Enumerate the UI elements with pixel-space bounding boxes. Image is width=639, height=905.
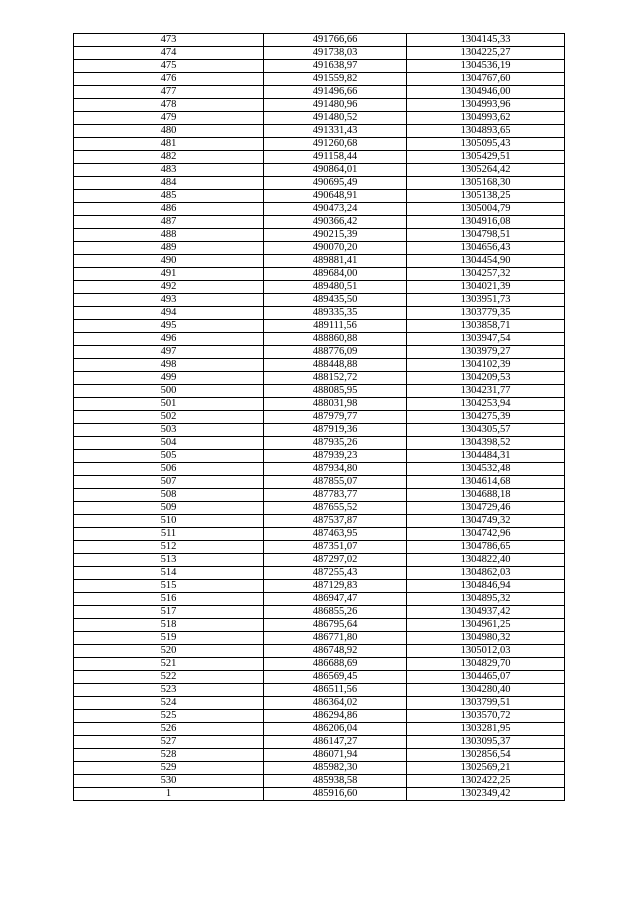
table-row (74, 554, 565, 567)
x-coordinate-cell: 486771,80 (264, 632, 407, 645)
y-coordinate-cell: 1302422,25 (407, 775, 565, 788)
point-number-cell: 480 (74, 125, 264, 138)
table-row (74, 242, 565, 255)
x-coordinate-cell: 487783,77 (264, 489, 407, 502)
point-number-cell: 479 (74, 112, 264, 125)
y-coordinate-cell: 1305004,79 (407, 203, 565, 216)
x-coordinate-cell: 489881,41 (264, 255, 407, 268)
point-number-cell: 516 (74, 593, 264, 606)
point-number-cell: 474 (74, 47, 264, 60)
y-coordinate-cell: 1304536,19 (407, 60, 565, 73)
x-coordinate-cell: 487297,02 (264, 554, 407, 567)
y-coordinate-cell: 1304993,96 (407, 99, 565, 112)
y-coordinate-cell: 1303947,54 (407, 333, 565, 346)
y-coordinate-cell: 1304209,53 (407, 372, 565, 385)
table-row (74, 697, 565, 710)
y-coordinate-cell: 1304021,39 (407, 281, 565, 294)
x-coordinate-cell: 486947,47 (264, 593, 407, 606)
x-coordinate-cell: 488448,88 (264, 359, 407, 372)
y-coordinate-cell: 1303779,35 (407, 307, 565, 320)
x-coordinate-cell: 487537,87 (264, 515, 407, 528)
table-row (74, 372, 565, 385)
y-coordinate-cell: 1304280,40 (407, 684, 565, 697)
table-row (74, 398, 565, 411)
point-number-cell: 522 (74, 671, 264, 684)
table-row (74, 463, 565, 476)
table-row (74, 736, 565, 749)
point-number-cell: 1 (74, 788, 264, 801)
point-number-cell: 489 (74, 242, 264, 255)
y-coordinate-cell: 1304145,33 (407, 34, 565, 47)
x-coordinate-cell: 486748,92 (264, 645, 407, 658)
table-row (74, 684, 565, 697)
point-number-cell: 508 (74, 489, 264, 502)
y-coordinate-cell: 1304253,94 (407, 398, 565, 411)
table-row (74, 619, 565, 632)
x-coordinate-cell: 488085,95 (264, 385, 407, 398)
point-number-cell: 530 (74, 775, 264, 788)
point-number-cell: 506 (74, 463, 264, 476)
point-number-cell: 488 (74, 229, 264, 242)
y-coordinate-cell: 1304305,57 (407, 424, 565, 437)
y-coordinate-cell: 1304846,94 (407, 580, 565, 593)
coordinates-table-body (74, 34, 565, 801)
y-coordinate-cell: 1303281,95 (407, 723, 565, 736)
table-row (74, 385, 565, 398)
table-row (74, 437, 565, 450)
y-coordinate-cell: 1303858,71 (407, 320, 565, 333)
x-coordinate-cell: 491480,52 (264, 112, 407, 125)
x-coordinate-cell: 491738,03 (264, 47, 407, 60)
point-number-cell: 492 (74, 281, 264, 294)
y-coordinate-cell: 1305168,30 (407, 177, 565, 190)
point-number-cell: 497 (74, 346, 264, 359)
point-number-cell: 518 (74, 619, 264, 632)
x-coordinate-cell: 487463,95 (264, 528, 407, 541)
x-coordinate-cell: 486364,02 (264, 697, 407, 710)
table-row (74, 268, 565, 281)
table-row (74, 450, 565, 463)
table-row (74, 411, 565, 424)
y-coordinate-cell: 1304993,62 (407, 112, 565, 125)
y-coordinate-cell: 1304275,39 (407, 411, 565, 424)
point-number-cell: 504 (74, 437, 264, 450)
y-coordinate-cell: 1304656,43 (407, 242, 565, 255)
table-row (74, 294, 565, 307)
y-coordinate-cell: 1304916,08 (407, 216, 565, 229)
point-number-cell: 485 (74, 190, 264, 203)
table-row (74, 190, 565, 203)
x-coordinate-cell: 490070,20 (264, 242, 407, 255)
point-number-cell: 482 (74, 151, 264, 164)
point-number-cell: 513 (74, 554, 264, 567)
y-coordinate-cell: 1304225,27 (407, 47, 565, 60)
table-row (74, 541, 565, 554)
table-row (74, 164, 565, 177)
y-coordinate-cell: 1304532,48 (407, 463, 565, 476)
x-coordinate-cell: 491559,82 (264, 73, 407, 86)
point-number-cell: 515 (74, 580, 264, 593)
table-row (74, 567, 565, 580)
point-number-cell: 495 (74, 320, 264, 333)
table-row (74, 749, 565, 762)
table-row (74, 99, 565, 112)
x-coordinate-cell: 485982,30 (264, 762, 407, 775)
table-row (74, 515, 565, 528)
table-row (74, 138, 565, 151)
y-coordinate-cell: 1303799,51 (407, 697, 565, 710)
point-number-cell: 476 (74, 73, 264, 86)
table-row (74, 424, 565, 437)
point-number-cell: 527 (74, 736, 264, 749)
table-row (74, 710, 565, 723)
table-row (74, 281, 565, 294)
x-coordinate-cell: 491766,66 (264, 34, 407, 47)
x-coordinate-cell: 489111,56 (264, 320, 407, 333)
y-coordinate-cell: 1304980,32 (407, 632, 565, 645)
x-coordinate-cell: 485916,60 (264, 788, 407, 801)
point-number-cell: 509 (74, 502, 264, 515)
table-row (74, 47, 565, 60)
table-row (74, 593, 565, 606)
x-coordinate-cell: 485938,58 (264, 775, 407, 788)
table-row (74, 112, 565, 125)
table-row (74, 580, 565, 593)
point-number-cell: 519 (74, 632, 264, 645)
x-coordinate-cell: 486206,04 (264, 723, 407, 736)
y-coordinate-cell: 1304767,60 (407, 73, 565, 86)
point-number-cell: 490 (74, 255, 264, 268)
table-row (74, 125, 565, 138)
point-number-cell: 486 (74, 203, 264, 216)
table-row (74, 502, 565, 515)
point-number-cell: 496 (74, 333, 264, 346)
point-number-cell: 487 (74, 216, 264, 229)
x-coordinate-cell: 486855,26 (264, 606, 407, 619)
point-number-cell: 526 (74, 723, 264, 736)
y-coordinate-cell: 1304961,25 (407, 619, 565, 632)
point-number-cell: 498 (74, 359, 264, 372)
x-coordinate-cell: 487919,36 (264, 424, 407, 437)
table-row (74, 346, 565, 359)
x-coordinate-cell: 490366,42 (264, 216, 407, 229)
x-coordinate-cell: 489480,51 (264, 281, 407, 294)
x-coordinate-cell: 488152,72 (264, 372, 407, 385)
x-coordinate-cell: 491480,96 (264, 99, 407, 112)
point-number-cell: 502 (74, 411, 264, 424)
y-coordinate-cell: 1304688,18 (407, 489, 565, 502)
table-row (74, 307, 565, 320)
table-row (74, 476, 565, 489)
point-number-cell: 494 (74, 307, 264, 320)
point-number-cell: 512 (74, 541, 264, 554)
point-number-cell: 484 (74, 177, 264, 190)
y-coordinate-cell: 1305264,42 (407, 164, 565, 177)
y-coordinate-cell: 1304798,51 (407, 229, 565, 242)
x-coordinate-cell: 487934,80 (264, 463, 407, 476)
y-coordinate-cell: 1304946,00 (407, 86, 565, 99)
point-number-cell: 493 (74, 294, 264, 307)
table-row (74, 645, 565, 658)
x-coordinate-cell: 491496,66 (264, 86, 407, 99)
y-coordinate-cell: 1305012,03 (407, 645, 565, 658)
x-coordinate-cell: 490473,24 (264, 203, 407, 216)
y-coordinate-cell: 1303951,73 (407, 294, 565, 307)
y-coordinate-cell: 1302569,21 (407, 762, 565, 775)
y-coordinate-cell: 1304895,32 (407, 593, 565, 606)
table-row (74, 203, 565, 216)
point-number-cell: 510 (74, 515, 264, 528)
point-number-cell: 481 (74, 138, 264, 151)
y-coordinate-cell: 1303979,27 (407, 346, 565, 359)
x-coordinate-cell: 487129,83 (264, 580, 407, 593)
point-number-cell: 477 (74, 86, 264, 99)
point-number-cell: 525 (74, 710, 264, 723)
point-number-cell: 521 (74, 658, 264, 671)
y-coordinate-cell: 1303570,72 (407, 710, 565, 723)
y-coordinate-cell: 1304614,68 (407, 476, 565, 489)
point-number-cell: 483 (74, 164, 264, 177)
y-coordinate-cell: 1304893,65 (407, 125, 565, 138)
x-coordinate-cell: 486147,27 (264, 736, 407, 749)
y-coordinate-cell: 1302856,54 (407, 749, 565, 762)
point-number-cell: 514 (74, 567, 264, 580)
y-coordinate-cell: 1304822,40 (407, 554, 565, 567)
x-coordinate-cell: 487979,77 (264, 411, 407, 424)
y-coordinate-cell: 1305138,25 (407, 190, 565, 203)
table-row (74, 177, 565, 190)
point-number-cell: 500 (74, 385, 264, 398)
x-coordinate-cell: 488776,09 (264, 346, 407, 359)
y-coordinate-cell: 1304257,32 (407, 268, 565, 281)
point-number-cell: 473 (74, 34, 264, 47)
table-row (74, 671, 565, 684)
x-coordinate-cell: 490864,01 (264, 164, 407, 177)
table-row (74, 320, 565, 333)
x-coordinate-cell: 491638,97 (264, 60, 407, 73)
x-coordinate-cell: 487255,43 (264, 567, 407, 580)
x-coordinate-cell: 487655,52 (264, 502, 407, 515)
y-coordinate-cell: 1304862,03 (407, 567, 565, 580)
table-row (74, 216, 565, 229)
x-coordinate-cell: 489684,00 (264, 268, 407, 281)
point-number-cell: 501 (74, 398, 264, 411)
point-number-cell: 475 (74, 60, 264, 73)
x-coordinate-cell: 486569,45 (264, 671, 407, 684)
point-number-cell: 523 (74, 684, 264, 697)
x-coordinate-cell: 489335,35 (264, 307, 407, 320)
point-number-cell: 524 (74, 697, 264, 710)
table-row (74, 229, 565, 242)
table-row (74, 606, 565, 619)
point-number-cell: 507 (74, 476, 264, 489)
table-row (74, 359, 565, 372)
table-row (74, 723, 565, 736)
point-number-cell: 511 (74, 528, 264, 541)
table-row (74, 73, 565, 86)
point-number-cell: 528 (74, 749, 264, 762)
table-row (74, 151, 565, 164)
x-coordinate-cell: 490648,91 (264, 190, 407, 203)
x-coordinate-cell: 491260,68 (264, 138, 407, 151)
table-row (74, 788, 565, 801)
y-coordinate-cell: 1304749,32 (407, 515, 565, 528)
x-coordinate-cell: 487939,23 (264, 450, 407, 463)
y-coordinate-cell: 1304231,77 (407, 385, 565, 398)
y-coordinate-cell: 1304454,90 (407, 255, 565, 268)
x-coordinate-cell: 486688,69 (264, 658, 407, 671)
x-coordinate-cell: 490215,39 (264, 229, 407, 242)
y-coordinate-cell: 1305429,51 (407, 151, 565, 164)
table-row (74, 528, 565, 541)
y-coordinate-cell: 1304786,65 (407, 541, 565, 554)
table-row (74, 34, 565, 47)
y-coordinate-cell: 1305095,43 (407, 138, 565, 151)
table-row (74, 86, 565, 99)
point-number-cell: 503 (74, 424, 264, 437)
x-coordinate-cell: 491331,43 (264, 125, 407, 138)
x-coordinate-cell: 487855,07 (264, 476, 407, 489)
point-number-cell: 520 (74, 645, 264, 658)
x-coordinate-cell: 486071,94 (264, 749, 407, 762)
y-coordinate-cell: 1303095,37 (407, 736, 565, 749)
y-coordinate-cell: 1304742,96 (407, 528, 565, 541)
y-coordinate-cell: 1302349,42 (407, 788, 565, 801)
point-number-cell: 499 (74, 372, 264, 385)
x-coordinate-cell: 488031,98 (264, 398, 407, 411)
y-coordinate-cell: 1304729,46 (407, 502, 565, 515)
table-row (74, 632, 565, 645)
x-coordinate-cell: 486511,56 (264, 684, 407, 697)
table-row (74, 658, 565, 671)
x-coordinate-cell: 486795,64 (264, 619, 407, 632)
x-coordinate-cell: 487351,07 (264, 541, 407, 554)
x-coordinate-cell: 487935,26 (264, 437, 407, 450)
x-coordinate-cell: 491158,44 (264, 151, 407, 164)
y-coordinate-cell: 1304465,07 (407, 671, 565, 684)
document-page (73, 33, 564, 801)
table-row (74, 333, 565, 346)
table-row (74, 762, 565, 775)
x-coordinate-cell: 490695,49 (264, 177, 407, 190)
y-coordinate-cell: 1304937,42 (407, 606, 565, 619)
y-coordinate-cell: 1304829,70 (407, 658, 565, 671)
x-coordinate-cell: 488860,88 (264, 333, 407, 346)
point-number-cell: 478 (74, 99, 264, 112)
x-coordinate-cell: 489435,50 (264, 294, 407, 307)
table-row (74, 60, 565, 73)
point-number-cell: 505 (74, 450, 264, 463)
table-row (74, 255, 565, 268)
y-coordinate-cell: 1304102,39 (407, 359, 565, 372)
point-number-cell: 529 (74, 762, 264, 775)
y-coordinate-cell: 1304398,52 (407, 437, 565, 450)
table-row (74, 775, 565, 788)
y-coordinate-cell: 1304484,31 (407, 450, 565, 463)
point-number-cell: 517 (74, 606, 264, 619)
coordinates-table (73, 33, 565, 801)
x-coordinate-cell: 486294,86 (264, 710, 407, 723)
table-row (74, 489, 565, 502)
point-number-cell: 491 (74, 268, 264, 281)
